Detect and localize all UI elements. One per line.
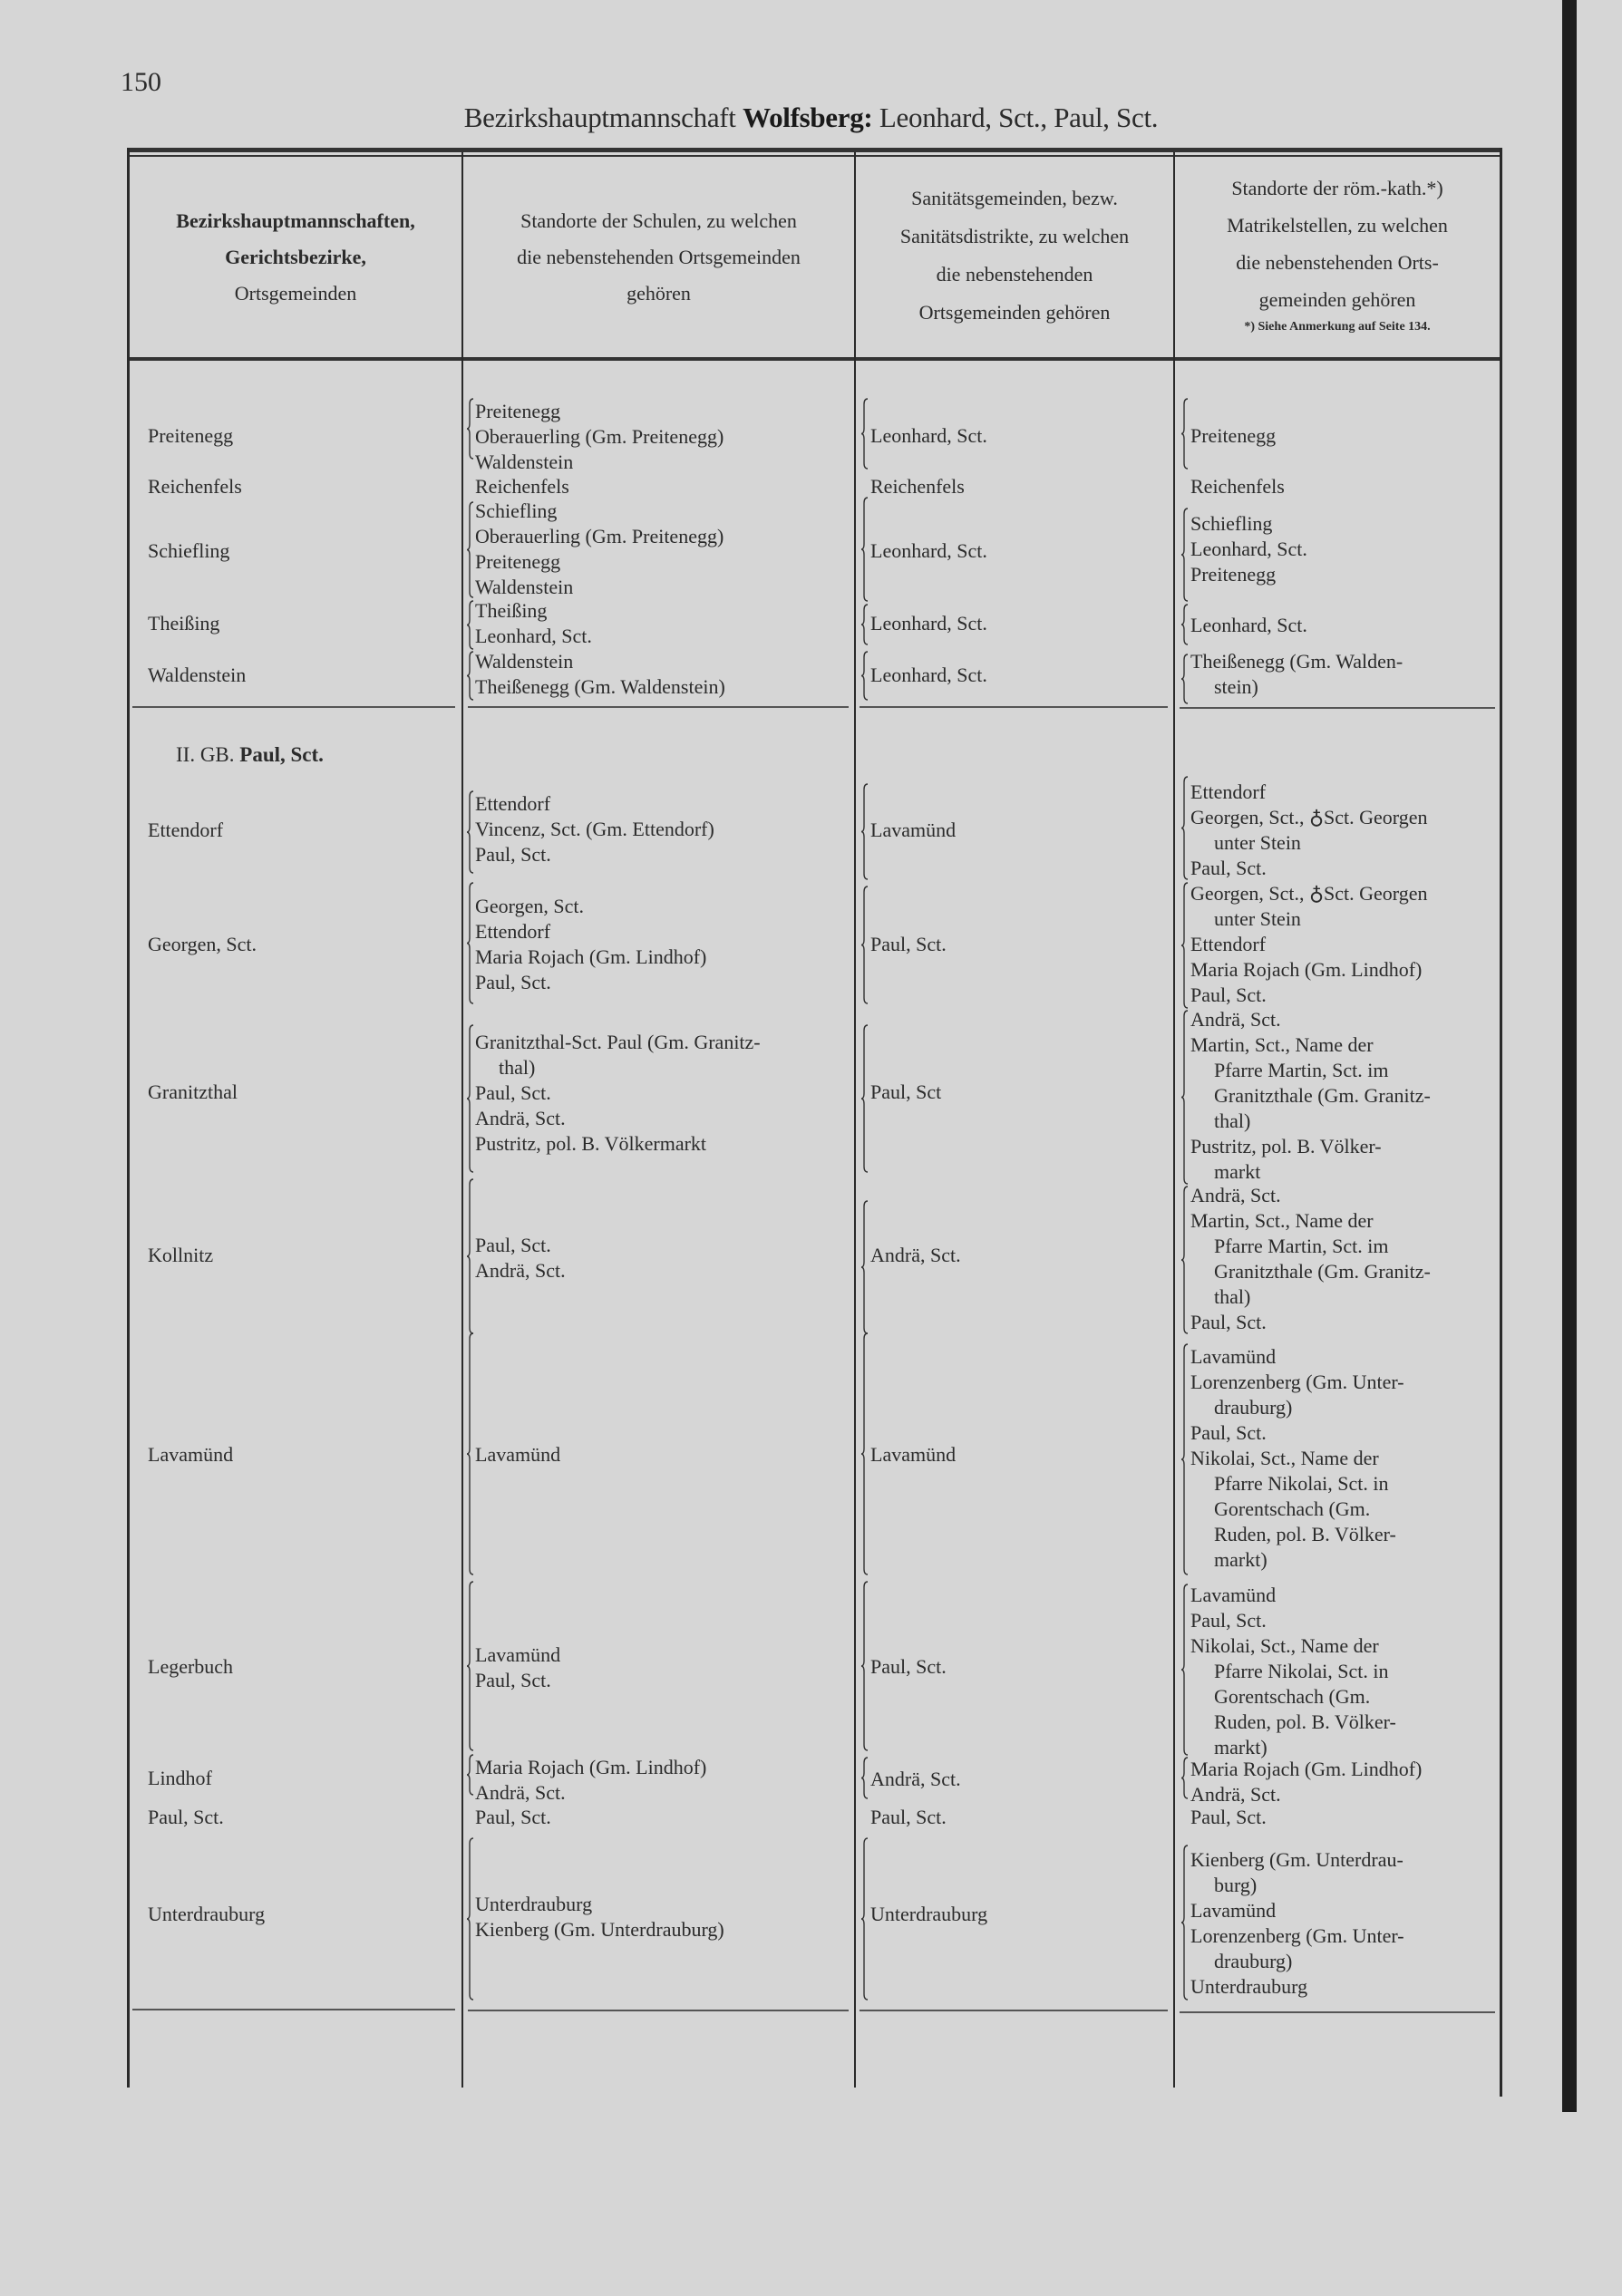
header-text: Sanitätsgemeinden, bezw. [911, 187, 1118, 209]
schulen-entry: Vincenz, Sct. (Gm. Ettendorf) [475, 818, 714, 840]
schulen-entry: thal) [499, 1056, 536, 1079]
sanitaet-entry: Lavamünd [870, 1443, 957, 1466]
curly-brace-icon [466, 1838, 475, 2000]
schulen-entry: Pustritz, pol. B. Völkermarkt [475, 1132, 707, 1155]
matrikel-entry: Ruden, pol. B. Völker- [1214, 1523, 1396, 1545]
matrikel-entry: stein) [1214, 675, 1258, 698]
sanitaet-entry: Lavamünd [870, 819, 957, 841]
group-rule [468, 706, 849, 708]
sanitaet-entry: Unterdrauburg [870, 1903, 988, 1925]
schulen-entry: Andrä, Sct. [475, 1107, 566, 1129]
matrikel-entry: Andrä, Sct. [1190, 1184, 1281, 1206]
matrikel-entry: Pfarre Martin, Sct. im [1214, 1059, 1389, 1081]
matrikel-entry: Nikolai, Sct., Name der [1190, 1447, 1379, 1469]
matrikel-entry: Theißenegg (Gm. Walden- [1190, 650, 1403, 673]
curly-brace-icon [860, 1333, 869, 1574]
curly-brace-icon [1180, 1187, 1190, 1333]
matrikel-entry: Preitenegg [1190, 424, 1277, 447]
ortsgemeinde-cell: Reichenfels [148, 475, 242, 498]
matrikel-entry: Preitenegg [1190, 563, 1277, 586]
matrikel-entry: Georgen, Sct., ♁Sct. Georgen [1190, 806, 1428, 828]
ortsgemeinde-cell: Theißing [148, 612, 220, 635]
curly-brace-icon [860, 784, 869, 879]
header-text: gehören [626, 282, 691, 305]
curly-brace-icon [860, 1838, 869, 2000]
ortsgemeinde-cell: Ettendorf [148, 819, 224, 841]
matrikel-entry: Gorentschach (Gm. [1214, 1685, 1371, 1708]
matrikel-entry: Granitzthale (Gm. Granitz- [1214, 1084, 1431, 1107]
curly-brace-icon [1180, 654, 1190, 703]
matrikel-entry: markt) [1214, 1736, 1267, 1758]
matrikel-entry: Unterdrauburg [1190, 1975, 1308, 1998]
schulen-entry: Unterdrauburg [475, 1893, 593, 1915]
header-col-schulen [463, 203, 854, 312]
header-text: gemeinden gehören [1258, 288, 1416, 311]
curly-brace-icon [1180, 883, 1190, 1008]
sanitaet-entry: Paul, Sct. [870, 1806, 947, 1828]
header-col-ortsgemeinden [130, 203, 461, 312]
group-rule [1180, 707, 1495, 709]
title-suffix: Leonhard, Sct., Paul, Sct. [872, 102, 1159, 133]
header-text: Ortsgemeinden gehören [918, 301, 1111, 324]
matrikel-entry: Leonhard, Sct. [1190, 538, 1307, 560]
matrikel-entry: unter Stein [1214, 831, 1301, 854]
header-text: Gerichtsbezirke, [225, 246, 366, 268]
schulen-entry: Theißing [475, 599, 548, 622]
curly-brace-icon [466, 1333, 475, 1574]
curly-brace-icon [860, 1582, 869, 1750]
curly-brace-icon [466, 399, 475, 459]
table-border-left [127, 148, 130, 2088]
curly-brace-icon [1180, 1344, 1190, 1574]
table-border-right [1500, 148, 1502, 2097]
ortsgemeinde-cell: Kollnitz [148, 1244, 214, 1266]
ortsgemeinde-cell: Granitzthal [148, 1080, 238, 1103]
header-text: die nebenstehenden [936, 263, 1093, 286]
matrikel-entry: unter Stein [1214, 907, 1301, 930]
matrikel-entry: drauburg) [1214, 1396, 1293, 1419]
curly-brace-icon [1180, 1758, 1190, 1798]
curly-brace-icon [466, 1582, 475, 1750]
curly-brace-icon [466, 652, 475, 700]
schulen-entry: Waldenstein [475, 450, 574, 473]
schulen-entry: Paul, Sct. [475, 1669, 551, 1691]
sanitaet-entry: Leonhard, Sct. [870, 539, 987, 562]
matrikel-entry: Kienberg (Gm. Unterdrau- [1190, 1848, 1403, 1871]
curly-brace-icon [466, 601, 475, 649]
schulen-entry: Leonhard, Sct. [475, 625, 592, 647]
curly-brace-icon [466, 1755, 475, 1795]
header-col-sanitaet [856, 179, 1173, 332]
end-rule [1180, 2011, 1495, 2013]
matrikel-entry: Lorenzenberg (Gm. Unter- [1190, 1371, 1404, 1393]
matrikel-entry: markt) [1214, 1548, 1267, 1571]
header-text: Ortsgemeinden [234, 282, 357, 305]
curly-brace-icon [466, 883, 475, 1003]
curly-brace-icon [1180, 399, 1190, 469]
matrikel-entry: Nikolai, Sct., Name der [1190, 1634, 1379, 1657]
schulen-entry: Kienberg (Gm. Unterdrauburg) [475, 1918, 724, 1941]
curly-brace-icon [466, 791, 475, 873]
matrikel-entry: Paul, Sct. [1190, 1806, 1267, 1828]
ortsgemeinde-cell: Unterdrauburg [148, 1903, 266, 1925]
header-col-matrikel [1175, 170, 1500, 336]
schulen-entry: Oberauerling (Gm. Preitenegg) [475, 425, 724, 448]
header-text: Standorte der Schulen, zu welchen [520, 209, 797, 232]
curly-brace-icon [860, 886, 869, 1003]
ortsgemeinde-cell: Lindhof [148, 1767, 212, 1789]
matrikel-entry: Lorenzenberg (Gm. Unter- [1190, 1924, 1404, 1947]
header-text: Bezirkshauptmannschaften, [176, 209, 415, 232]
header-text: die nebenstehenden Orts- [1236, 251, 1439, 274]
schulen-entry: Paul, Sct. [475, 971, 551, 993]
schulen-entry: Maria Rojach (Gm. Lindhof) [475, 1756, 707, 1778]
curly-brace-icon [860, 1025, 869, 1172]
curly-brace-icon [466, 502, 475, 597]
schulen-entry: Lavamünd [475, 1643, 561, 1666]
top-rule [127, 148, 1501, 152]
matrikel-entry: Gorentschach (Gm. [1214, 1497, 1371, 1520]
ortsgemeinde-cell: Lavamünd [148, 1443, 234, 1466]
matrikel-entry: Paul, Sct. [1190, 857, 1267, 879]
curly-brace-icon [1180, 1011, 1190, 1184]
schulen-entry: Andrä, Sct. [475, 1781, 566, 1804]
sanitaet-entry: Andrä, Sct. [870, 1244, 961, 1266]
end-rule [132, 2009, 455, 2010]
ortsgemeinde-cell: Waldenstein [148, 664, 247, 686]
matrikel-entry: Paul, Sct. [1190, 1421, 1267, 1444]
matrikel-entry: Paul, Sct. [1190, 983, 1267, 1006]
header-text: Matrikelstellen, zu welchen [1227, 214, 1448, 237]
matrikel-entry: Andrä, Sct. [1190, 1008, 1281, 1031]
schulen-entry: Preitenegg [475, 550, 561, 573]
matrikel-entry: Pfarre Nikolai, Sct. in [1214, 1660, 1389, 1682]
matrikel-entry: Lavamünd [1190, 1899, 1277, 1922]
matrikel-entry: Ettendorf [1190, 780, 1267, 803]
schulen-entry: Oberauerling (Gm. Preitenegg) [475, 525, 724, 547]
sanitaet-entry: Leonhard, Sct. [870, 424, 987, 447]
group-rule [860, 706, 1168, 708]
matrikel-entry: burg) [1214, 1874, 1258, 1896]
schulen-entry: Paul, Sct. [475, 1234, 551, 1256]
curly-brace-icon [860, 652, 869, 700]
ortsgemeinde-cell: Schiefling [148, 539, 230, 562]
curly-brace-icon [860, 1201, 869, 1333]
schulen-entry: Waldenstein [475, 650, 574, 673]
sanitaet-entry: Reichenfels [870, 475, 965, 498]
matrikel-entry: thal) [1214, 1285, 1251, 1308]
schulen-entry: Georgen, Sct. [475, 895, 584, 917]
page-number: 150 [121, 67, 161, 97]
column-divider-2 [854, 152, 856, 2088]
curly-brace-icon [860, 498, 869, 601]
column-divider-1 [461, 152, 463, 2088]
schulen-entry: Granitzthal-Sct. Paul (Gm. Granitz- [475, 1031, 761, 1053]
schulen-entry: Ettendorf [475, 792, 551, 815]
schulen-entry: Ettendorf [475, 920, 551, 943]
ortsgemeinde-cell: Georgen, Sct. [148, 933, 257, 955]
curly-brace-icon [1180, 777, 1190, 879]
matrikel-entry: Martin, Sct., Name der [1190, 1209, 1374, 1232]
top-rule-thin [127, 155, 1501, 157]
sanitaet-entry: Leonhard, Sct. [870, 612, 987, 635]
page-title [0, 102, 1622, 134]
sanitaet-entry: Andrä, Sct. [870, 1768, 961, 1790]
sanitaet-entry: Paul, Sct. [870, 933, 947, 955]
curly-brace-icon [466, 1179, 475, 1333]
title-prefix: Bezirkshauptmannschaft [463, 102, 743, 133]
section-heading [176, 743, 324, 767]
column-divider-3 [1173, 152, 1175, 2088]
curly-brace-icon [860, 399, 869, 469]
matrikel-entry: Lavamünd [1190, 1584, 1277, 1606]
schulen-entry: Paul, Sct. [475, 1081, 551, 1104]
matrikel-entry: Pfarre Martin, Sct. im [1214, 1235, 1389, 1257]
section-prefix: II. GB. [176, 743, 240, 766]
section-district: Paul, Sct. [239, 743, 324, 766]
schulen-entry: Waldenstein [475, 576, 574, 598]
matrikel-entry: Paul, Sct. [1190, 1311, 1267, 1333]
matrikel-entry: Leonhard, Sct. [1190, 614, 1307, 636]
header-text: Standorte der röm.-kath.*) [1231, 177, 1443, 199]
matrikel-entry: Georgen, Sct., ♁Sct. Georgen [1190, 882, 1428, 905]
schulen-entry: Maria Rojach (Gm. Lindhof) [475, 945, 707, 968]
scan-edge-shadow [1562, 0, 1577, 2112]
matrikel-entry: thal) [1214, 1109, 1251, 1132]
matrikel-entry: drauburg) [1214, 1950, 1293, 1972]
schulen-entry: Lavamünd [475, 1443, 561, 1466]
end-rule [860, 2010, 1168, 2011]
curly-brace-icon [1180, 605, 1190, 644]
group-rule [132, 706, 455, 708]
schulen-entry: Paul, Sct. [475, 1806, 551, 1828]
matrikel-entry: Martin, Sct., Name der [1190, 1033, 1374, 1056]
curly-brace-icon [1180, 1584, 1190, 1755]
matrikel-entry: Granitzthale (Gm. Granitz- [1214, 1260, 1431, 1283]
schulen-entry: Schiefling [475, 499, 558, 522]
end-rule [468, 2010, 849, 2011]
ortsgemeinde-cell: Paul, Sct. [148, 1806, 224, 1828]
matrikel-entry: Schiefling [1190, 512, 1273, 535]
curly-brace-icon [860, 605, 869, 644]
matrikel-entry: Pfarre Nikolai, Sct. in [1214, 1472, 1389, 1495]
ortsgemeinde-cell: Preitenegg [148, 424, 234, 447]
sanitaet-entry: Paul, Sct. [870, 1655, 947, 1678]
matrikel-entry: Ruden, pol. B. Völker- [1214, 1710, 1396, 1733]
curly-brace-icon [466, 1025, 475, 1172]
matrikel-entry: Pustritz, pol. B. Völker- [1190, 1135, 1382, 1158]
title-district: Wolfsberg: [743, 102, 873, 133]
matrikel-entry: Maria Rojach (Gm. Lindhof) [1190, 958, 1423, 981]
matrikel-entry: Maria Rojach (Gm. Lindhof) [1190, 1758, 1423, 1780]
header-text: die nebenstehenden Ortsgemeinden [517, 246, 801, 268]
sanitaet-entry: Leonhard, Sct. [870, 664, 987, 686]
schulen-entry: Paul, Sct. [475, 843, 551, 866]
curly-brace-icon [1180, 1846, 1190, 2000]
header-rule [127, 357, 1501, 361]
matrikel-entry: Andrä, Sct. [1190, 1783, 1281, 1806]
matrikel-entry: Ettendorf [1190, 933, 1267, 955]
schulen-entry: Preitenegg [475, 400, 561, 422]
ortsgemeinde-cell: Legerbuch [148, 1655, 234, 1678]
schulen-entry: Andrä, Sct. [475, 1259, 566, 1282]
curly-brace-icon [860, 1758, 869, 1798]
schulen-entry: Theißenegg (Gm. Waldenstein) [475, 675, 725, 698]
sanitaet-entry: Paul, Sct [870, 1080, 942, 1103]
curly-brace-icon [1180, 509, 1190, 601]
matrikel-entry: Paul, Sct. [1190, 1609, 1267, 1632]
matrikel-entry: markt [1214, 1160, 1261, 1183]
schulen-entry: Reichenfels [475, 475, 569, 498]
header-footnote: *) Siehe Anmerkung auf Seite 134. [1244, 320, 1431, 334]
header-text: Sanitätsdistrikte, zu welchen [899, 225, 1130, 247]
matrikel-entry: Reichenfels [1190, 475, 1285, 498]
matrikel-entry: Lavamünd [1190, 1345, 1277, 1368]
